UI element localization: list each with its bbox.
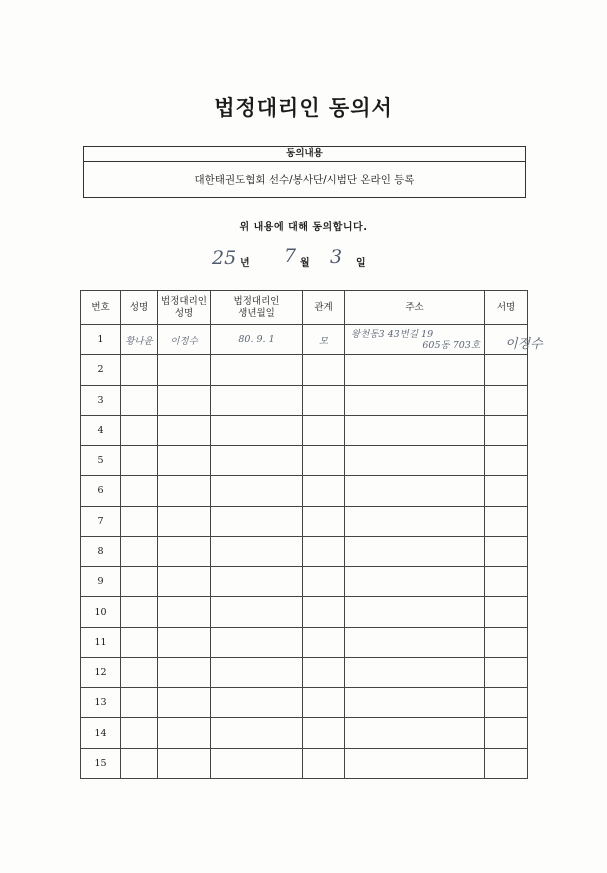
guardian-birth-cell — [211, 718, 303, 748]
guardian-name-cell — [158, 385, 211, 415]
row-number-cell: 9 — [81, 567, 121, 597]
guardian-birth-cell — [211, 627, 303, 657]
date-day-value: 3 — [330, 246, 343, 268]
guardian-birth-cell: 80. 9. 1 — [211, 325, 303, 355]
signature-cell — [485, 657, 528, 687]
row-number-cell: 6 — [81, 476, 121, 506]
row-number-cell: 7 — [81, 506, 121, 536]
row-number-cell: 4 — [81, 415, 121, 445]
address-cell — [345, 415, 485, 445]
relation-cell — [303, 597, 345, 627]
relation-cell — [303, 748, 345, 778]
guardian-consent-table — [80, 290, 543, 779]
address-cell — [345, 657, 485, 687]
guardian-birth-cell — [211, 567, 303, 597]
name-cell: 황나윤 — [121, 325, 158, 355]
header-relation: 관계 — [303, 291, 345, 325]
table-row — [81, 627, 528, 657]
name-cell — [121, 385, 158, 415]
address-cell — [345, 536, 485, 566]
table-row — [81, 506, 528, 536]
row-number-cell: 2 — [81, 355, 121, 385]
address-cell — [345, 627, 485, 657]
guardian-name-cell — [158, 597, 211, 627]
name-cell — [121, 567, 158, 597]
consent-content-body: 대한태권도협회 선수/봉사단/시범단 온라인 등록 — [194, 174, 415, 186]
guardian-birth-cell — [211, 688, 303, 718]
header-guardian-birth: 법정대리인 생년월일 — [211, 291, 303, 325]
address-cell — [345, 476, 485, 506]
signature-cell — [485, 355, 528, 385]
guardian-birth-cell — [211, 355, 303, 385]
guardian-name-cell — [158, 446, 211, 476]
address-cell — [345, 506, 485, 536]
address-cell — [345, 355, 485, 385]
row-number-cell: 11 — [81, 627, 121, 657]
relation-cell — [303, 718, 345, 748]
table-row — [81, 567, 528, 597]
relation-cell — [303, 688, 345, 718]
guardian-name-cell — [158, 748, 211, 778]
date-day-unit: 일 — [356, 258, 366, 269]
guardian-name-cell — [158, 718, 211, 748]
guardian-birth-cell — [211, 415, 303, 445]
header-number: 번호 — [81, 291, 121, 325]
guardian-name-cell — [158, 627, 211, 657]
address-cell — [345, 446, 485, 476]
row-number-cell: 13 — [81, 688, 121, 718]
signature-cell — [485, 476, 528, 506]
row-number-cell: 10 — [81, 597, 121, 627]
relation-cell — [303, 506, 345, 536]
table-row — [81, 748, 528, 778]
guardian-birth-cell — [211, 506, 303, 536]
guardian-name-cell — [158, 506, 211, 536]
signature-cell — [485, 597, 528, 627]
table-header-row — [81, 291, 528, 325]
relation-cell — [303, 415, 345, 445]
signature-cell — [485, 385, 528, 415]
relation-cell — [303, 536, 345, 566]
name-cell — [121, 597, 158, 627]
guardian-name-cell — [158, 657, 211, 687]
row-number-cell: 3 — [81, 385, 121, 415]
signature-handwriting: 이정수 — [505, 337, 543, 352]
row-number-cell: 15 — [81, 748, 121, 778]
table-row — [81, 597, 528, 627]
row-number-cell: 1 — [81, 325, 121, 355]
table-row — [81, 355, 528, 385]
name-cell — [121, 627, 158, 657]
address-cell — [345, 385, 485, 415]
guardian-name-cell — [158, 567, 211, 597]
table-row — [81, 446, 528, 476]
address-cell — [345, 597, 485, 627]
table-row — [81, 536, 528, 566]
address-cell — [345, 325, 485, 355]
table-row — [81, 657, 528, 687]
signature-cell — [485, 506, 528, 536]
table-row — [81, 415, 528, 445]
guardian-birth-cell — [211, 385, 303, 415]
signature-cell — [485, 446, 528, 476]
address-line-2: 605동 703호 — [422, 339, 480, 351]
name-cell — [121, 657, 158, 687]
signature-cell — [485, 536, 528, 566]
table-row — [81, 476, 528, 506]
address-cell — [345, 748, 485, 778]
header-signature: 서명 — [485, 291, 528, 325]
relation-cell: 모 — [303, 325, 345, 355]
guardian-name-cell: 이정수 — [158, 325, 211, 355]
guardian-name-cell — [158, 688, 211, 718]
name-cell — [121, 476, 158, 506]
name-cell — [121, 688, 158, 718]
name-cell — [121, 355, 158, 385]
guardian-name-cell — [158, 415, 211, 445]
relation-cell — [303, 567, 345, 597]
name-cell — [121, 415, 158, 445]
address-line-1: 왕천동3 43번길 19 — [351, 328, 434, 340]
row-number-cell: 14 — [81, 718, 121, 748]
guardian-name-cell — [158, 355, 211, 385]
guardian-birth-cell — [211, 536, 303, 566]
header-name: 성명 — [121, 291, 158, 325]
row-number-cell: 12 — [81, 657, 121, 687]
address-cell — [345, 718, 485, 748]
signature-cell — [485, 718, 528, 748]
table-row — [81, 688, 528, 718]
signature-cell — [485, 325, 543, 355]
date-line — [0, 245, 607, 275]
relation-cell — [303, 476, 345, 506]
guardian-name-cell — [158, 476, 211, 506]
signature-cell — [485, 748, 528, 778]
table-row — [81, 325, 528, 355]
table-row — [81, 718, 528, 748]
name-cell — [121, 446, 158, 476]
date-month-unit: 월 — [300, 258, 310, 269]
row-number-cell: 5 — [81, 446, 121, 476]
page-title: 법정대리인 동의서 — [214, 96, 393, 120]
guardian-birth-cell — [211, 748, 303, 778]
relation-cell — [303, 627, 345, 657]
signature-cell — [485, 627, 528, 657]
name-cell — [121, 718, 158, 748]
address-cell — [345, 567, 485, 597]
name-cell — [121, 748, 158, 778]
header-guardian-name: 법정대리인 성명 — [158, 291, 211, 325]
guardian-name-cell — [158, 536, 211, 566]
date-month-value: 7 — [284, 245, 297, 267]
relation-cell — [303, 355, 345, 385]
date-year-unit: 년 — [240, 258, 250, 269]
guardian-birth-cell — [211, 476, 303, 506]
name-cell — [121, 506, 158, 536]
guardian-birth-cell — [211, 446, 303, 476]
header-address: 주소 — [345, 291, 485, 325]
signature-cell — [485, 415, 528, 445]
relation-cell — [303, 446, 345, 476]
relation-cell — [303, 657, 345, 687]
signature-cell — [485, 688, 528, 718]
guardian-birth-cell — [211, 597, 303, 627]
agreement-statement: 위 내용에 대해 동의합니다. — [239, 222, 368, 233]
consent-content-box — [83, 146, 526, 198]
row-number-cell: 8 — [81, 536, 121, 566]
guardian-birth-cell — [211, 657, 303, 687]
relation-cell — [303, 385, 345, 415]
consent-content-header: 동의내용 — [84, 147, 525, 162]
address-cell — [345, 688, 485, 718]
date-year-value: 25 — [212, 247, 237, 269]
name-cell — [121, 536, 158, 566]
table-row — [81, 385, 528, 415]
signature-cell — [485, 567, 528, 597]
